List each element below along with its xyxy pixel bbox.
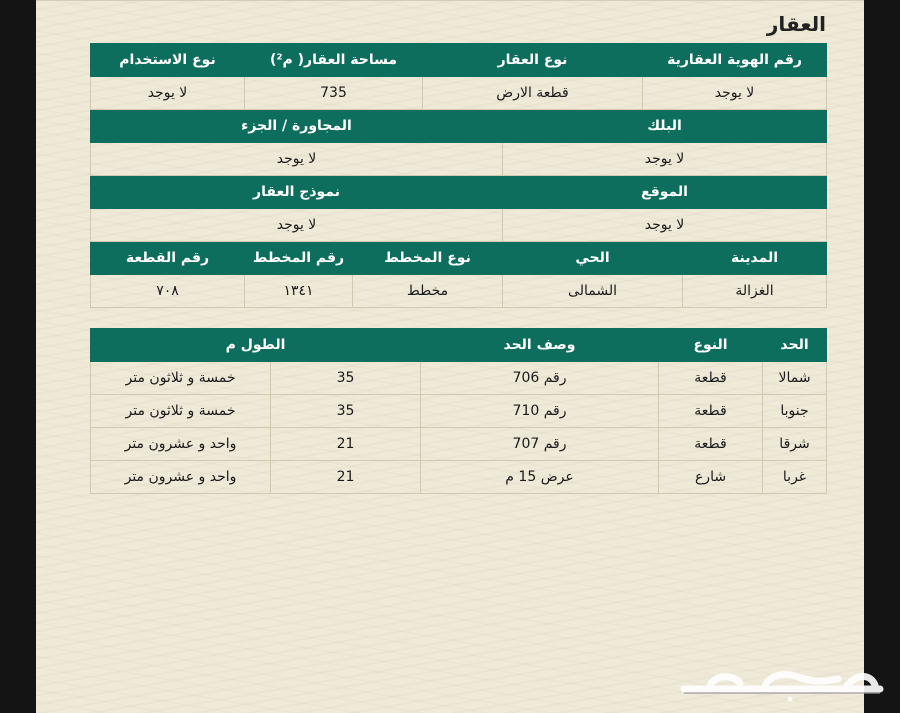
plan-number-header: رقم المخطط xyxy=(245,242,353,275)
header-row xyxy=(91,176,827,209)
block-header: البلك xyxy=(503,110,827,143)
header-row xyxy=(91,110,827,143)
district-value: الشمالى xyxy=(503,275,683,308)
border-type: قطعة xyxy=(659,428,763,461)
property-id-header: رقم الهوية العقارية xyxy=(643,44,827,77)
value-row xyxy=(91,209,827,242)
property-borders-table xyxy=(90,328,827,494)
property-type-header: نوع العقار xyxy=(423,44,643,77)
location-value: لا يوجد xyxy=(503,209,827,242)
border-description: رقم 707 xyxy=(421,428,659,461)
header-row xyxy=(91,44,827,77)
border-length: 21 xyxy=(271,461,421,494)
property-type-value: قطعة الارض xyxy=(423,77,643,110)
property-id-value: لا يوجد xyxy=(643,77,827,110)
plan-type-header: نوع المخطط xyxy=(353,242,503,275)
district-header: الحي xyxy=(503,242,683,275)
neighborhood-part-header: المجاورة / الجزء xyxy=(91,110,503,143)
top-divider xyxy=(36,0,864,1)
block-value: لا يوجد xyxy=(503,143,827,176)
border-type: قطعة xyxy=(659,395,763,428)
table-row xyxy=(91,461,827,494)
city-header: المدينة xyxy=(683,242,827,275)
property-info-table xyxy=(90,43,827,308)
property-model-value: لا يوجد xyxy=(91,209,503,242)
usage-type-value: لا يوجد xyxy=(91,77,245,110)
value-row xyxy=(91,77,827,110)
border-direction: شرقا xyxy=(763,428,827,461)
border-length-text: واحد و عشرون متر xyxy=(91,428,271,461)
border-description: رقم 706 xyxy=(421,362,659,395)
property-area-header: مساحة العقار( م²) xyxy=(245,44,423,77)
border-length-text: خمسة و ثلاثون متر xyxy=(91,362,271,395)
border-type: قطعة xyxy=(659,362,763,395)
value-row xyxy=(91,143,827,176)
border-direction: غربا xyxy=(763,461,827,494)
property-model-header: نموذج العقار xyxy=(91,176,503,209)
location-header: الموقع xyxy=(503,176,827,209)
border-length: 21 xyxy=(271,428,421,461)
value-row xyxy=(91,275,827,308)
header-row xyxy=(91,242,827,275)
neighborhood-part-value: لا يوجد xyxy=(91,143,503,176)
border-type: شارع xyxy=(659,461,763,494)
city-value: الغزالة xyxy=(683,275,827,308)
border-length: 35 xyxy=(271,395,421,428)
table-row xyxy=(91,395,827,428)
border-description-header: وصف الحد xyxy=(421,329,659,362)
usage-type-header: نوع الاستخدام xyxy=(91,44,245,77)
table-row xyxy=(91,428,827,461)
border-length-text: خمسة و ثلاثون متر xyxy=(91,395,271,428)
table-row xyxy=(91,362,827,395)
border-direction-header: الحد xyxy=(763,329,827,362)
section-title: العقار xyxy=(766,12,826,36)
border-length-text: واحد و عشرون متر xyxy=(91,461,271,494)
property-area-value: 735 xyxy=(245,77,423,110)
plan-number-value: ١٣٤١ xyxy=(245,275,353,308)
border-length-header: الطول م xyxy=(91,329,421,362)
border-description: رقم 710 xyxy=(421,395,659,428)
haraj-watermark-logo xyxy=(670,663,890,705)
border-description: عرض 15 م xyxy=(421,461,659,494)
plan-type-value: مخطط xyxy=(353,275,503,308)
plot-number-header: رقم القطعة xyxy=(91,242,245,275)
header-row xyxy=(91,329,827,362)
border-type-header: النوع xyxy=(659,329,763,362)
document-page xyxy=(36,0,864,713)
border-length: 35 xyxy=(271,362,421,395)
plot-number-value: ٧٠٨ xyxy=(91,275,245,308)
border-direction: شمالا xyxy=(763,362,827,395)
border-direction: جنوبا xyxy=(763,395,827,428)
